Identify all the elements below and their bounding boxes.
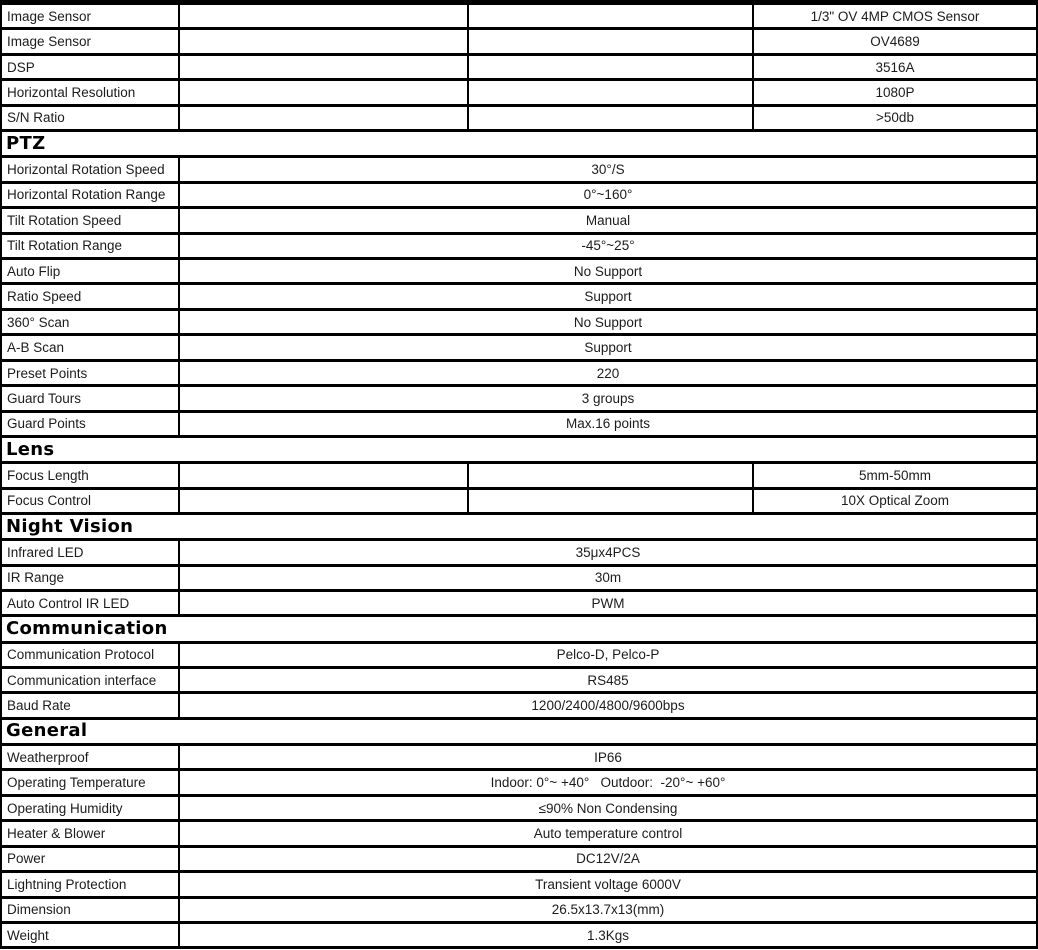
spec-label-cell: Weatherproof xyxy=(2,746,180,768)
table-row xyxy=(2,336,1036,361)
table-row xyxy=(2,669,1036,694)
section-title: General xyxy=(6,720,88,742)
spec-label-cell: Preset Points xyxy=(2,362,180,384)
spec-label-cell: Focus Control xyxy=(2,490,180,512)
spec-label-cell: Image Sensor xyxy=(2,30,180,52)
table-row xyxy=(2,822,1036,847)
spec-value-cell: Support xyxy=(584,340,632,356)
table-row xyxy=(2,644,1036,669)
spec-value-cell: OV4689 xyxy=(870,34,920,50)
spec-value-cell: 30°/S xyxy=(591,162,625,177)
spec-value-cell: Manual xyxy=(585,212,631,228)
spec-label-cell: Auto Control IR LED xyxy=(2,592,180,614)
table-row xyxy=(2,107,1036,132)
spec-label-cell: Tilt Rotation Range xyxy=(2,235,180,257)
spec-value-cell: Auto temperature control xyxy=(533,826,683,841)
empty-cell xyxy=(469,56,754,78)
section-title: Lens xyxy=(6,438,55,460)
empty-cell xyxy=(180,81,469,103)
spec-label-cell: Horizontal Rotation Range xyxy=(2,184,180,206)
spec-value-cell: -45°~25° xyxy=(581,238,635,254)
spec-label-cell: Communication Protocol xyxy=(2,644,180,666)
spec-label-cell: Horizontal Resolution xyxy=(2,81,180,103)
table-row xyxy=(2,209,1036,234)
spec-value-cell: 3 groups xyxy=(581,390,635,406)
section-header-row xyxy=(2,438,1036,464)
table-row xyxy=(2,5,1036,30)
empty-cell xyxy=(180,56,469,78)
spec-value-cell: ≤90% Non Condensing xyxy=(538,800,678,816)
spec-label-cell: Operating Humidity xyxy=(2,797,180,819)
section-title: Communication xyxy=(6,618,168,640)
table-row xyxy=(2,899,1036,924)
spec-label-cell: A-B Scan xyxy=(2,336,180,358)
spec-label-cell: Image Sensor xyxy=(2,5,180,27)
table-row xyxy=(2,746,1036,771)
spec-label-cell: Communication interface xyxy=(2,669,180,691)
spec-value-cell: Support xyxy=(584,289,632,305)
table-row xyxy=(2,771,1036,796)
empty-cell xyxy=(469,81,754,103)
empty-cell xyxy=(180,5,469,27)
spec-value-cell: PWM xyxy=(591,595,625,611)
table-row xyxy=(2,541,1036,566)
spec-label-cell: Weight xyxy=(2,924,180,946)
table-row xyxy=(2,797,1036,822)
spec-value-cell: 3516A xyxy=(875,59,915,75)
spec-value-cell: 10X Optical Zoom xyxy=(840,493,950,509)
spec-value-cell: DC12V/2A xyxy=(576,851,640,867)
spec-label-cell: Guard Points xyxy=(2,413,180,435)
spec-label-cell: Power xyxy=(2,848,180,870)
spec-label-cell: Baud Rate xyxy=(2,694,180,716)
section-header-row xyxy=(2,132,1036,158)
table-row xyxy=(2,694,1036,719)
spec-value-cell: Indoor: 0°~ +40° Outdoor: -20°~ +60° xyxy=(490,775,726,791)
spec-label-cell: Lightning Protection xyxy=(2,873,180,895)
table-row xyxy=(2,235,1036,260)
table-row xyxy=(2,490,1036,515)
empty-cell xyxy=(469,464,754,486)
spec-value-cell: 26.5x13.7x13(mm) xyxy=(551,902,665,918)
spec-value-cell: 1/3" OV 4MP CMOS Sensor xyxy=(810,8,980,24)
spec-label-cell: DSP xyxy=(2,56,180,78)
table-row xyxy=(2,81,1036,106)
spec-value-cell: No Support xyxy=(573,263,643,279)
spec-value-cell: 1.3Kgs xyxy=(586,927,630,943)
section-header-row xyxy=(2,515,1036,541)
table-row xyxy=(2,184,1036,209)
table-row xyxy=(2,848,1036,873)
section-title: Night Vision xyxy=(6,515,134,537)
table-row xyxy=(2,924,1036,949)
table-row xyxy=(2,30,1036,55)
table-row xyxy=(2,464,1036,489)
spec-label-cell: IR Range xyxy=(2,567,180,589)
spec-value-cell: 1200/2400/4800/9600bps xyxy=(531,698,685,714)
table-row xyxy=(2,873,1036,898)
spec-value-cell: IP66 xyxy=(594,749,622,765)
table-row xyxy=(2,567,1036,592)
spec-value-cell: Max.16 points xyxy=(565,416,651,432)
spec-label-cell: Auto Flip xyxy=(2,260,180,282)
section-title: PTZ xyxy=(6,132,46,154)
table-row xyxy=(2,311,1036,336)
spec-label-cell: Operating Temperature xyxy=(2,771,180,793)
table-row xyxy=(2,56,1036,81)
table-row xyxy=(2,362,1036,387)
table-row xyxy=(2,285,1036,310)
spec-label-cell: 360° Scan xyxy=(2,311,180,333)
spec-label-cell: Focus Length xyxy=(2,464,180,486)
empty-cell xyxy=(469,30,754,52)
table-row xyxy=(2,387,1036,412)
spec-value-cell: >50db xyxy=(876,110,914,126)
spec-value-cell: 1080P xyxy=(875,85,915,101)
spec-value-cell: No Support xyxy=(573,314,643,330)
empty-cell xyxy=(180,30,469,52)
spec-table xyxy=(0,5,1038,949)
spec-value-cell: RS485 xyxy=(587,672,629,688)
empty-cell xyxy=(180,464,469,486)
spec-value-cell: 35μx4PCS xyxy=(575,544,641,560)
empty-cell xyxy=(469,490,754,512)
spec-label-cell: Guard Tours xyxy=(2,387,180,409)
table-row xyxy=(2,592,1036,617)
section-header-row xyxy=(2,720,1036,746)
spec-value-cell: Pelco-D, Pelco-P xyxy=(556,647,660,663)
section-header-row xyxy=(2,617,1036,643)
spec-label-cell: Dimension xyxy=(2,899,180,921)
spec-label-cell: Tilt Rotation Speed xyxy=(2,209,180,231)
spec-value-cell: 5mm-50mm xyxy=(858,467,931,483)
spec-value-cell: 220 xyxy=(596,365,620,381)
spec-label-cell: Ratio Speed xyxy=(2,285,180,307)
spec-label-cell: S/N Ratio xyxy=(2,107,180,129)
spec-label-cell: Heater & Blower xyxy=(2,822,180,844)
spec-value-cell: 30m xyxy=(594,570,622,586)
spec-label-cell: Horizontal Rotation Speed xyxy=(2,158,180,180)
empty-cell xyxy=(469,5,754,27)
table-row xyxy=(2,260,1036,285)
table-row xyxy=(2,158,1036,183)
spec-value-cell: 0°~160° xyxy=(583,187,633,203)
empty-cell xyxy=(180,107,469,129)
empty-cell xyxy=(180,490,469,512)
spec-label-cell: Infrared LED xyxy=(2,541,180,563)
spec-value-cell: Transient voltage 6000V xyxy=(535,876,681,892)
empty-cell xyxy=(469,107,754,129)
table-row xyxy=(2,413,1036,438)
